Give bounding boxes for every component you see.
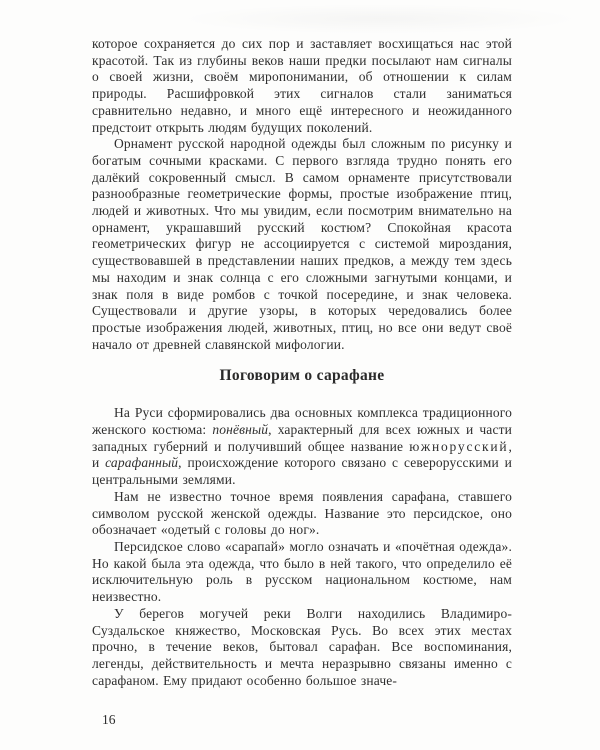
paragraph-volga: У берегов могучей реки Волги находились Владимиро-Суздальское княжество, Московская Русь. Во всех этих местах прочно, в течение веков, бытовал сарафан. Все воспоминания, легенды, действительность и мечта неразрывно связаны именно с сарафаном. Ему придают особенно большое значе-	[92, 605, 512, 688]
paragraph-text: На Руси сформировались два основных комплекса традиционного женского костюма:	[92, 405, 512, 438]
paragraph-origin: Нам не известно точное время появления сарафана, ставшего символом русской женской одежды. Название это персидское, оно обозначает «одетый с головы до ног».	[92, 488, 512, 538]
page-number: 16	[102, 712, 116, 727]
paragraph-ornament: Орнамент русской народной одежды был сложным по рисунку и богатым сочными красками. С первого взгляда трудно понять его далёкий сокровенный смысл. В самом орнаменте присутствовали разнообразные геометрические формы, простые изображение птиц, людей и животных. Что мы увидим, если посмотрим внимательно на орнамент, украшавший русский костюм? Спокойная красота геометрических фигур не ассоциируется с системой мироздания, существовавшей в представлении наших предков, а между тем здесь мы находим и знак солнца с его сложными загнутыми концами, и знак поля в виде ромбов с точкой посередине, и знак человека. Существовали и другие узоры, в которых чередовались более простые изображения людей, животных, птиц, но все они ведут своё начало от древней славянской мифологии.	[92, 136, 512, 352]
spaced-term-yuzhnorussky: южнорусский	[409, 438, 509, 454]
paragraph-text: , происхождение которого связано с северорусскими и центральными землями.	[92, 455, 512, 488]
italic-term-sarafanny: сарафанный	[105, 455, 179, 471]
paragraph-continuation: которое сохраняется до сих пор и заставляет восхищаться нас этой красотой. Так из глубины веков наши предки посылают нам сигналы о своей жизни, своём миропонимании, об отношении к силам природы. Расшифровкой этих сигналов стали заниматься сравнительно недавно, и много ещё интересного и неожиданного предстоит открыть людям будущих поколений.	[92, 36, 512, 135]
section-heading: Поговорим о сарафане	[219, 367, 385, 385]
body-text	[92, 36, 512, 689]
paragraph-text: , характерный для всех южных и части западных губерний и получивший общее название	[92, 422, 513, 454]
italic-term-ponyovny: понёвный	[212, 422, 269, 438]
paragraph-text: , и	[92, 438, 512, 471]
paragraph-complexes	[92, 405, 512, 489]
paragraph-sarapay: Персидское слово «сарапай» могло означать и «почётная одежда». Но какой была эта одежда, что было в ней такого, что определило её исключительную роль в русском национальном костюме, нам неизвестно.	[92, 538, 512, 605]
